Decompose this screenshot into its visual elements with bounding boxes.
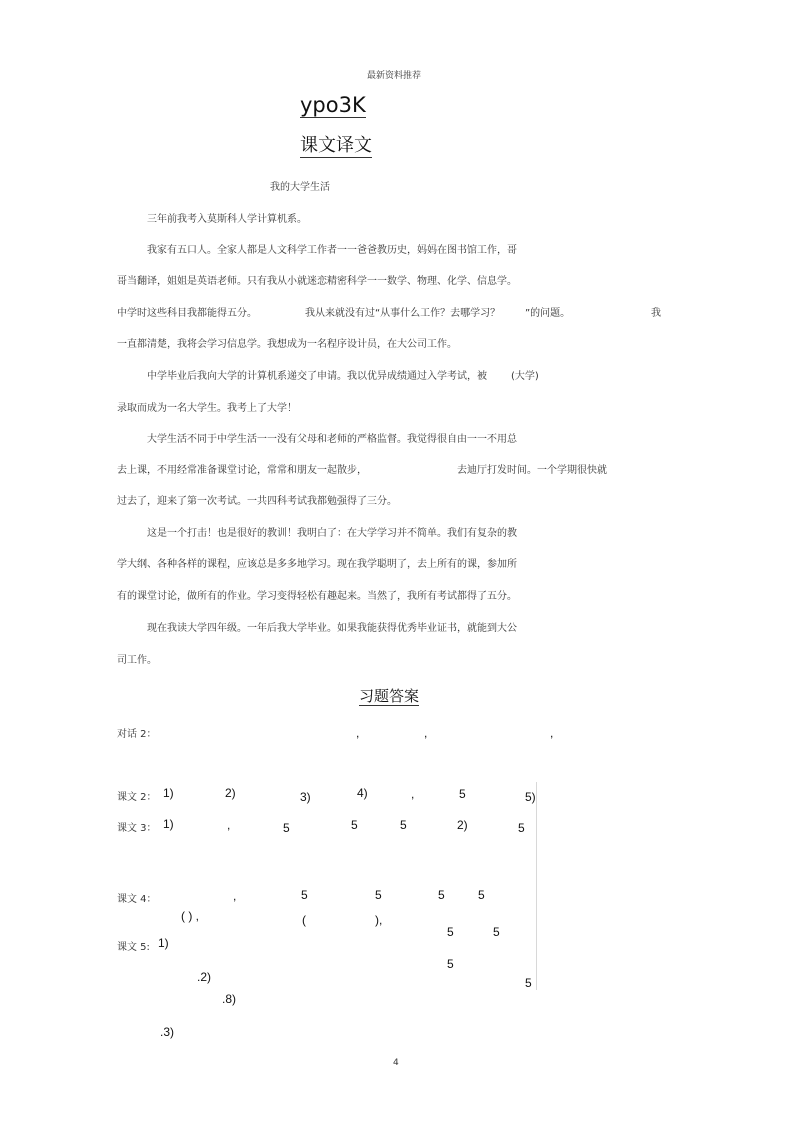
paragraph-line: 我从来就没有过“从事什么工作？去哪学习？ (305, 308, 501, 319)
page-number: 4 (393, 1058, 399, 1068)
answer-marker: 1) (158, 936, 169, 950)
answer-five: 5 (375, 888, 382, 902)
page-header: 最新资料推荐 (367, 71, 422, 81)
answer-five: 5 (493, 925, 500, 939)
paragraph-line: 大学生活不同于中学生活一一没有父母和老师的严格监督。我觉得很自由一一不用总 (147, 434, 517, 445)
paragraph-line: 学大纲、各种各样的课程，应该总是多多地学习。现在我学聪明了，去上所有的课，参加所 (117, 559, 517, 570)
answer-marker: 2) (225, 786, 236, 800)
answer-marker: 5) (525, 790, 536, 804)
paragraph-line: 中学时这些科目我都能得五分。 (117, 308, 257, 319)
comma: , (356, 726, 360, 740)
answer-marker: .3) (160, 1025, 175, 1039)
text-3-label: 课文 3： (117, 823, 157, 834)
answer-five: 5 (478, 888, 485, 902)
paragraph-line: 这是一个打击！也是很好的教训！我明白了：在大学学习并不简单。我们有复杂的教 (147, 528, 517, 539)
answer-marker: .2) (197, 970, 212, 984)
paragraph-line: 有的课堂讨论，做所有的作业。学习变得轻松有趣起来。当然了，我所有考试都得了五分。 (117, 591, 517, 602)
comma: , (550, 726, 554, 740)
text-4-label: 课文 4： (117, 894, 157, 905)
answer-five: 5 (283, 821, 290, 835)
answer-five: 5 (301, 888, 308, 902)
column-rule (536, 782, 537, 990)
essay-subtitle: 我的大学生活 (270, 182, 330, 193)
paragraph-line: 一直都清楚，我将会学习信息学。我想成为一名程序设计员，在大公司工作。 (117, 339, 457, 350)
document-title: ypo3K (300, 93, 366, 117)
text-2-label: 课文 2： (117, 792, 157, 803)
answer-marker: 1) (163, 786, 174, 800)
answer-paren-close: ), (375, 913, 383, 927)
answer-marker: 2) (457, 818, 468, 832)
comma: , (411, 787, 415, 801)
answer-marker: 4) (357, 786, 368, 800)
paragraph-line: (大学) (511, 371, 539, 382)
answer-five: 5 (400, 818, 407, 832)
paragraph-line: 录取而成为一名大学生。我考上了大学！ (117, 403, 297, 414)
paragraph-line: 三年前我考入莫斯科人学计算机系。 (147, 214, 307, 225)
paragraph-line: 去迪厅打发时间。一个学期很快就 (457, 465, 607, 476)
text-5-label: 课文 5: (117, 942, 150, 953)
paragraph-line: 过去了，迎来了第一次考试。一共四科考试我都勉强得了三分。 (117, 496, 397, 507)
answer-paren: ( ) , (181, 909, 199, 923)
paragraph-line: 我 (651, 308, 661, 319)
answer-five: 5 (438, 888, 445, 902)
answer-five: 5 (525, 976, 532, 990)
comma: , (233, 889, 237, 903)
answer-paren-open: ( (302, 913, 306, 927)
answers-heading: 习题答案 (359, 687, 420, 705)
answer-marker: 3) (300, 790, 311, 804)
answer-five: 5 (447, 957, 454, 971)
paragraph-line: 司工作。 (117, 655, 157, 666)
answer-marker: .8) (222, 992, 237, 1006)
answer-five: 5 (518, 821, 525, 835)
comma: , (424, 726, 428, 740)
paragraph-line: ”的问题。 (525, 308, 571, 319)
answer-marker: 1) (163, 817, 174, 831)
answer-five: 5 (447, 925, 454, 939)
answer-five: 5 (351, 818, 358, 832)
paragraph-line: 现在我读大学四年级。一年后我大学毕业。如果我能获得优秀毕业证书，就能到大公 (147, 623, 517, 634)
paragraph-line: 去上课，不用经常准备课堂讨论，常常和朋友一起散步， (117, 465, 367, 476)
dialogue-2-label: 对话 2： (117, 729, 157, 740)
translation-heading: 课文译文 (300, 135, 372, 156)
comma: , (227, 818, 231, 832)
paragraph-line: 中学毕业后我向大学的计算机系递交了申请。我以优异成绩通过入学考试，被 (147, 371, 487, 382)
paragraph-line: 哥当翻译，姐姐是英语老师。只有我从小就迷恋精密科学一一数学、物理、化学、信息学。 (117, 276, 517, 287)
answer-five: 5 (459, 787, 466, 801)
paragraph-line: 我家有五口人。全家人都是人文科学工作者一一爸爸教历史，妈妈在图书馆工作，哥 (147, 245, 517, 256)
